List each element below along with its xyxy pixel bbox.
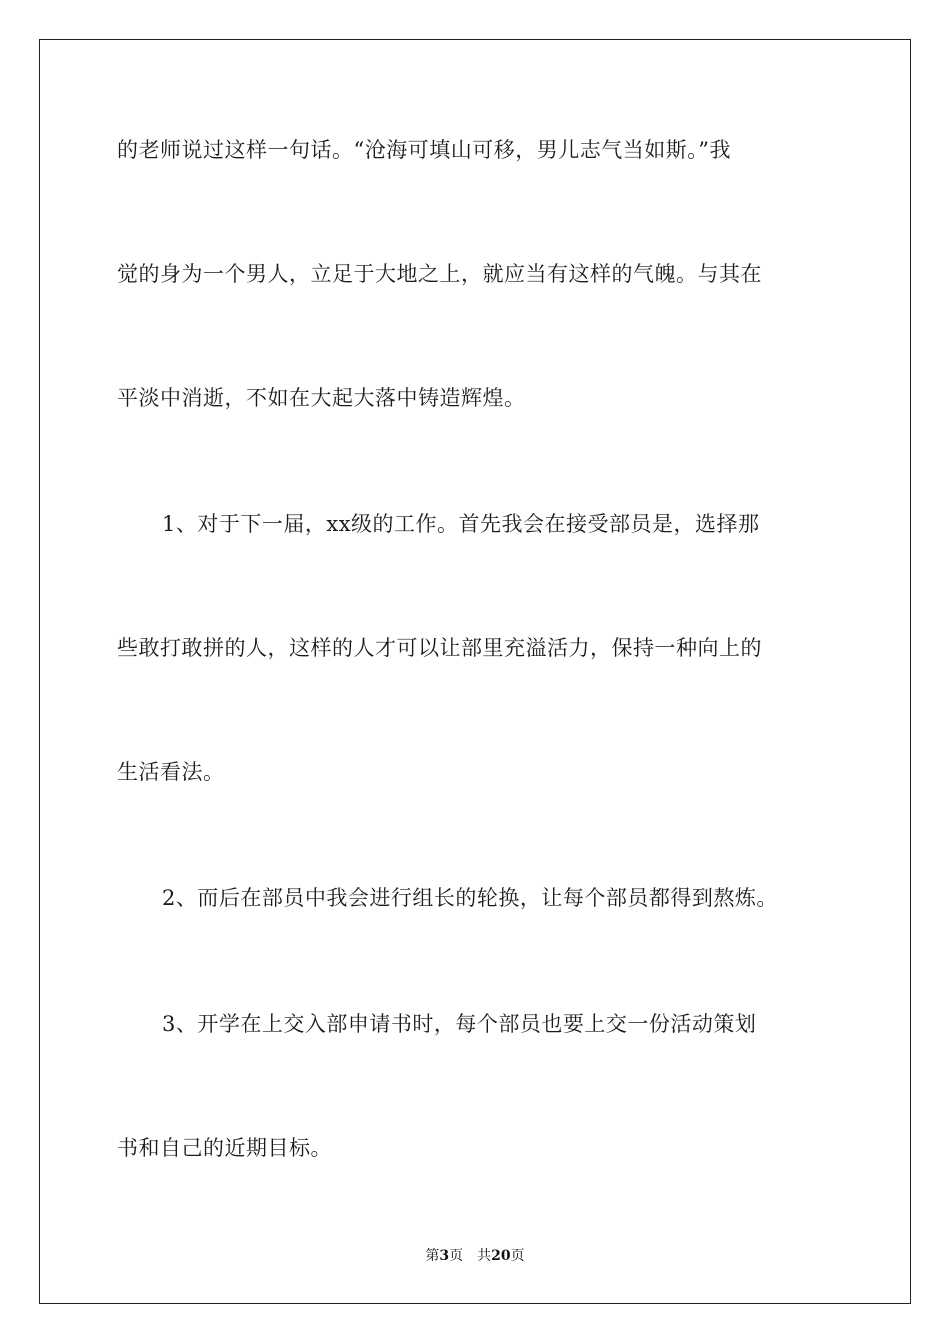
footer-total-pages: 20 [491, 1248, 511, 1264]
text-line-8: 3、开学在上交入部申请书时，每个部员也要上交一份活动策划 [162, 1012, 757, 1036]
footer-page-suffix: 页 [449, 1248, 464, 1264]
text-line-6: 生活看法。 [117, 760, 225, 784]
footer-total-prefix: 共 [477, 1248, 492, 1264]
page-footer [0, 1247, 950, 1265]
text-line-7: 2、而后在部员中我会进行组长的轮换，让每个部员都得到熬炼。 [162, 886, 778, 910]
text-line-2: 觉的身为一个男人，立足于大地之上，就应当有这样的气魄。与其在 [117, 262, 762, 286]
text-line-3: 平淡中消逝，不如在大起大落中铸造辉煌。 [117, 386, 526, 410]
footer-total-suffix: 页 [510, 1248, 525, 1264]
text-line-1: 的老师说过这样一句话。“沧海可填山可移，男儿志气当如斯。”我 [117, 138, 731, 162]
page-border [39, 39, 911, 1304]
text-line-9: 书和自己的近期目标。 [117, 1136, 332, 1160]
footer-page-prefix: 第 [425, 1248, 440, 1264]
text-line-5: 些敢打敢拼的人，这样的人才可以让部里充溢活力，保持一种向上的 [117, 636, 762, 660]
text-line-4: 1、对于下一届，xx级的工作。首先我会在接受部员是，选择那 [162, 512, 760, 536]
footer-page-number: 3 [439, 1248, 450, 1264]
